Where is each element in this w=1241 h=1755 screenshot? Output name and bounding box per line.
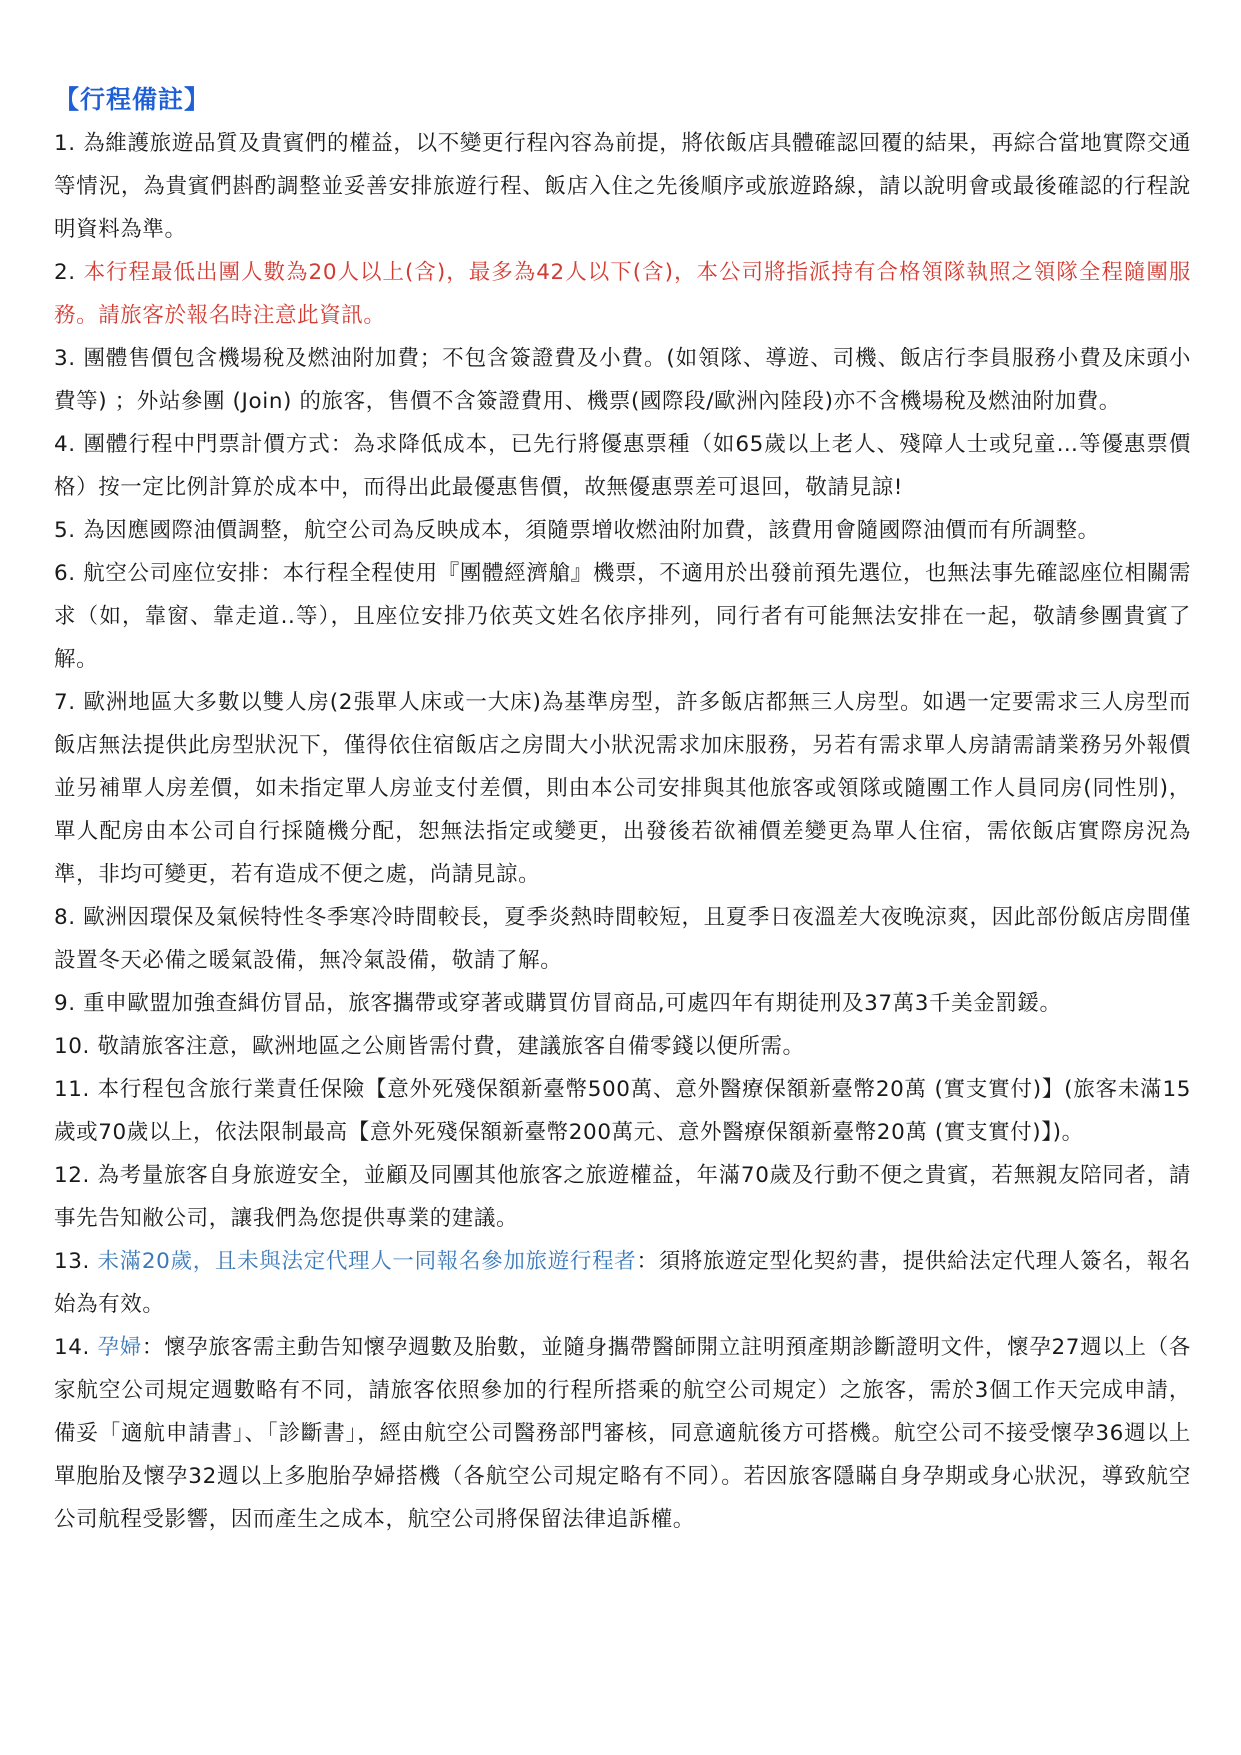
note-item-14 bbox=[54, 1326, 1191, 1541]
note-number: 1. bbox=[54, 131, 76, 156]
note-number: 13. bbox=[54, 1249, 90, 1274]
note-text: 敬請旅客注意，歐洲地區之公廁皆需付費，建議旅客自備零錢以便所需。 bbox=[97, 1034, 805, 1059]
note-item-1 bbox=[54, 122, 1191, 251]
note-number: 14. bbox=[54, 1335, 90, 1360]
note-text: 航空公司座位安排：本行程全程使用『團體經濟艙』機票，不適用於出發前預先選位，也無法事先確認座位相關需求（如，靠窗、靠走道..等），且座位安排乃依英文姓名依序排列，同行者有可能無法安排在一起，敬請參團貴賓了解。 bbox=[54, 561, 1191, 672]
note-number: 5. bbox=[54, 518, 76, 543]
note-text: 團體售價包含機場稅及燃油附加費；不包含簽證費及小費。(如領隊、導遊、司機、飯店行李員服務小費及床頭小費等) ；外站參團 (Join) 的旅客，售價不含簽證費用、機票(國際段/歐洲內陸段)亦不含機場稅及燃油附加費。 bbox=[54, 346, 1191, 414]
note-text-highlight-blue: 孕婦 bbox=[97, 1335, 142, 1360]
note-text: 團體行程中門票計價方式：為求降低成本，已先行將優惠票種（如65歲以上老人、殘障人士或兒童…等優惠票價格）按一定比例計算於成本中，而得出此最優惠售價，故無優惠票差可退回，敬請見諒! bbox=[54, 432, 1191, 500]
note-number: 12. bbox=[54, 1163, 90, 1188]
note-number: 4. bbox=[54, 432, 76, 457]
note-text: 歐洲地區大多數以雙人房(2張單人床或一大床)為基準房型，許多飯店都無三人房型。如遇一定要需求三人房型而飯店無法提供此房型狀況下，僅得依住宿飯店之房間大小狀況需求加床服務，另若有需求單人房請需請業務另外報價並另補單人房差價，如未指定單人房並支付差價，則由本公司安排與其他旅客或領隊或隨團工作人員同房(同性別)，單人配房由本公司自行採隨機分配，恕無法指定或變更，出發後若欲補價差變更為單人住宿，需依飯店實際房況為準，非均可變更，若有造成不便之處，尚請見諒。 bbox=[54, 690, 1191, 887]
note-text-highlight-blue: 未滿20歲，且未與法定代理人一同報名參加旅遊行程者 bbox=[97, 1249, 637, 1274]
note-item-9 bbox=[54, 982, 1191, 1025]
note-number: 3. bbox=[54, 346, 76, 371]
note-item-6 bbox=[54, 552, 1191, 681]
note-number: 9. bbox=[54, 991, 76, 1016]
note-item-5 bbox=[54, 509, 1191, 552]
note-text: 重申歐盟加強查緝仿冒品，旅客攜帶或穿著或購買仿冒商品,可處四年有期徒刑及37萬3千美金罰鍰。 bbox=[83, 991, 1062, 1016]
note-text: 為維護旅遊品質及貴賓們的權益，以不變更行程內容為前提，將依飯店具體確認回覆的結果，再綜合當地實際交通等情況，為貴賓們斟酌調整並妥善安排旅遊行程、飯店入住之先後順序或旅遊路線，請以說明會或最後確認的行程說明資料為準。 bbox=[54, 131, 1191, 242]
section-title: 【行程備註】 bbox=[54, 85, 211, 114]
note-item-3 bbox=[54, 337, 1191, 423]
note-text: 為因應國際油價調整，航空公司為反映成本，須隨票增收燃油附加費，該費用會隨國際油價而有所調整。 bbox=[83, 518, 1100, 543]
note-item-4 bbox=[54, 423, 1191, 509]
note-text-highlight-red: 本行程最低出團人數為20人以上(含)，最多為42人以下(含)，本公司將指派持有合格領隊執照之領隊全程隨團服務。請旅客於報名時注意此資訊。 bbox=[54, 260, 1192, 328]
note-text: ：懷孕旅客需主動告知懷孕週數及胎數，並隨身攜帶醫師開立註明預產期診斷證明文件，懷孕27週以上（各家航空公司規定週數略有不同，請旅客依照參加的行程所搭乘的航空公司規定）之旅客，需於3個工作天完成申請，備妥「適航申請書」、「診斷書」，經由航空公司醫務部門審核，同意適航後方可搭機。航空公司不接受懷孕36週以上單胞胎及懷孕32週以上多胞胎孕婦搭機（各航空公司規定略有不同）。若因旅客隱瞞自身孕期或身心狀況，導致航空公司航程受影響，因而產生之成本，航空公司將保留法律追訴權。 bbox=[54, 1335, 1191, 1532]
note-text: ：須將旅遊定型化契約書，提供給法定代理人簽名，報名始為有效。 bbox=[54, 1249, 1191, 1317]
note-item-11 bbox=[54, 1068, 1191, 1154]
note-item-8 bbox=[54, 896, 1191, 982]
note-number: 2. bbox=[54, 260, 76, 285]
note-text: 歐洲因環保及氣候特性冬季寒冷時間較長，夏季炎熱時間較短，且夏季日夜溫差大夜晚涼爽，因此部份飯店房間僅設置冬天必備之暖氣設備，無冷氣設備，敬請了解。 bbox=[54, 905, 1191, 973]
note-number: 10. bbox=[54, 1034, 90, 1059]
itinerary-notes-page bbox=[54, 80, 1191, 1541]
note-item-13 bbox=[54, 1240, 1191, 1326]
note-item-12 bbox=[54, 1154, 1191, 1240]
note-text: 為考量旅客自身旅遊安全，並顧及同團其他旅客之旅遊權益，年滿70歲及行動不便之貴賓，若無親友陪同者，請事先告知敝公司，讓我們為您提供專業的建議。 bbox=[54, 1163, 1191, 1231]
note-number: 6. bbox=[54, 561, 76, 586]
note-text: 本行程包含旅行業責任保險【意外死殘保額新臺幣500萬、意外醫療保額新臺幣20萬 (實支實付)】(旅客未滿15歲或70歲以上，依法限制最高【意外死殘保額新臺幣200萬元、意外醫療保額新臺幣20萬 (實支實付)】)。 bbox=[54, 1077, 1192, 1145]
note-item-7 bbox=[54, 681, 1191, 896]
note-item-2 bbox=[54, 251, 1191, 337]
note-number: 7. bbox=[54, 690, 76, 715]
note-item-10 bbox=[54, 1025, 1191, 1068]
note-number: 11. bbox=[54, 1077, 90, 1102]
note-number: 8. bbox=[54, 905, 76, 930]
